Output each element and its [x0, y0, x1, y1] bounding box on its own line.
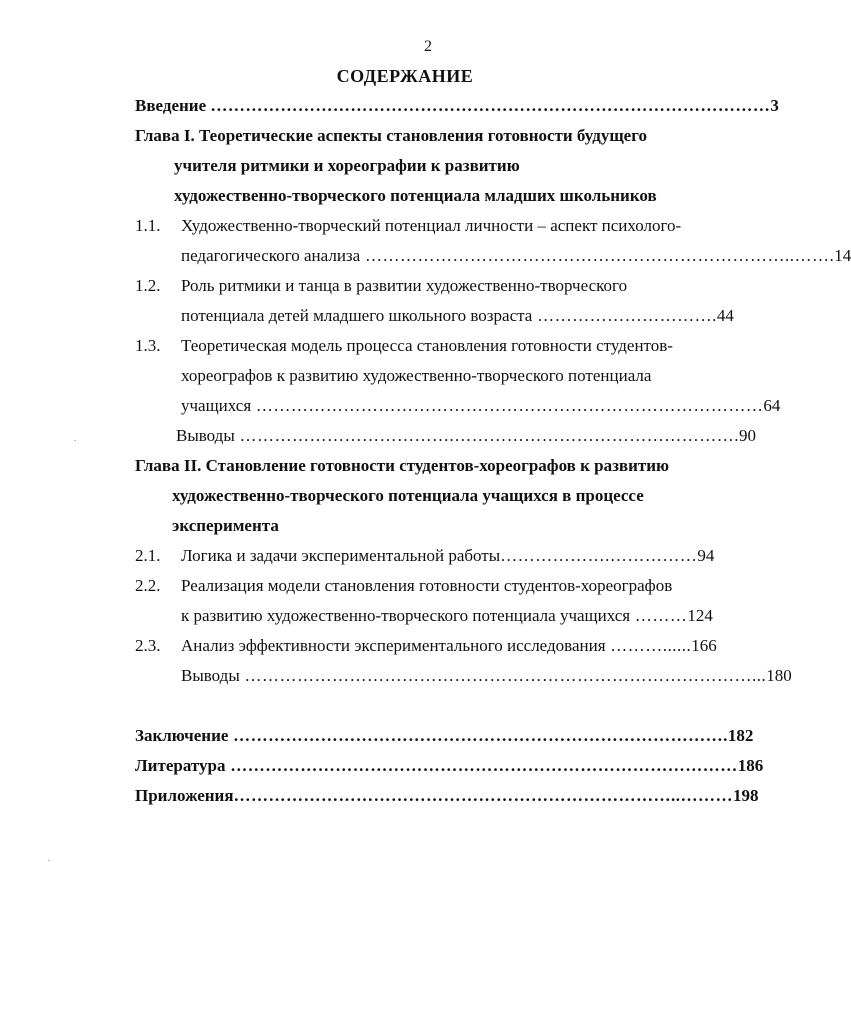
chapter-1-title-line-2: учителя ритмики и хореографии к развитию — [174, 156, 520, 175]
toc-entry-appendix — [135, 786, 759, 806]
toc-page: 182 — [727, 726, 754, 745]
toc-label: Анализ эффективности экспериментального исследования — [181, 636, 606, 655]
toc-page: 3 — [770, 96, 779, 115]
toc-label: Литература — [135, 756, 226, 775]
chapter-2-title-line-1: Глава II. Становление готовности студентов-хореографов к развитию — [135, 456, 670, 475]
toc-entry-1-3 — [181, 396, 780, 416]
toc-entry-2-2 — [181, 606, 713, 626]
toc-entry-2-1 — [181, 546, 714, 566]
section-1-3-title-line-1: Теоретическая модель процесса становления готовности студентов- — [181, 336, 673, 355]
toc-page: 14 — [834, 246, 851, 265]
section-2-1-number: 2.1. — [135, 546, 161, 565]
chapter-1-title-line-3: художественно-творческого потенциала младших школьников — [174, 186, 657, 205]
toc-leader: ……………………………….…………………………………………. — [234, 426, 740, 445]
toc-leader: ……… — [630, 606, 688, 625]
chapter-2-title-line-2: художественно-творческого потенциала учащихся в процессе — [172, 486, 644, 505]
toc-label: потенциала детей младшего школьного возраста — [181, 306, 533, 325]
page-title: СОДЕРЖАНИЕ — [336, 66, 474, 86]
toc-leader: …………………………………………………………………………………… — [210, 96, 771, 115]
toc-leader: ……………………………………………………………………………... — [239, 666, 767, 685]
section-1-3-number: 1.3. — [135, 336, 161, 355]
toc-entry-literature — [135, 756, 763, 776]
toc-label: Введение — [135, 96, 207, 115]
toc-label: Логика и задачи экспериментальной работы — [181, 546, 501, 565]
toc-label: Выводы — [176, 426, 235, 445]
section-1-2-title-line-1: Роль ритмики и танца в развитии художественно-творческого — [181, 276, 628, 295]
toc-page: 44 — [716, 306, 734, 325]
toc-entry-2-3 — [181, 636, 717, 656]
toc-leader: …………………………. — [532, 306, 717, 325]
toc-entry-1-2 — [181, 306, 734, 326]
toc-page: 64 — [763, 396, 781, 415]
section-1-1-title-line-1: Художественно-творческий потенциал личности – аспект психолого- — [181, 216, 682, 235]
section-1-1-number: 1.1. — [135, 216, 161, 235]
toc-page: 90 — [739, 426, 757, 445]
toc-label: учащихся — [181, 396, 252, 415]
toc-entry-conclusions-2 — [181, 666, 792, 686]
toc-label: Приложения — [135, 786, 234, 805]
toc-entry-conclusion — [135, 726, 753, 746]
toc-leader: …………………………………………………………………………… — [251, 396, 764, 415]
toc-label: к развитию художественно-творческого потенциала учащихся — [181, 606, 631, 625]
toc-leader: …………………………………………………………………………… — [225, 756, 738, 775]
section-2-2-number: 2.2. — [135, 576, 161, 595]
toc-leader: ………………………………………………………………..……. — [360, 246, 835, 265]
page-number: 2 — [424, 38, 432, 55]
toc-page: 180 — [766, 666, 792, 685]
chapter-1-title-line-1: Глава I. Теоретические аспекты становления готовности будущего — [135, 126, 648, 145]
scan-mark — [48, 860, 50, 861]
toc-page: 166 — [691, 636, 717, 655]
toc-entry-conclusions-1 — [176, 426, 756, 446]
chapter-2-title-line-3: эксперимента — [172, 516, 279, 535]
toc-entry-intro — [135, 96, 779, 116]
section-1-3-title-line-2: хореографов к развитию художественно-творческого потенциала — [181, 366, 652, 385]
toc-leader: ……………….…………… — [500, 546, 698, 565]
toc-label: педагогического анализа — [181, 246, 361, 265]
toc-label: Выводы — [181, 666, 240, 685]
toc-leader: …………………………………………………………………..……… — [233, 786, 734, 805]
toc-page: 198 — [733, 786, 759, 805]
toc-page: 124 — [687, 606, 713, 625]
toc-label: Заключение — [135, 726, 229, 745]
toc-leader: ………...... — [605, 636, 692, 655]
section-1-2-number: 1.2. — [135, 276, 161, 295]
toc-leader: …………………………………………………………………………. — [228, 726, 728, 745]
section-2-2-title-line-1: Реализация модели становления готовности студентов-хореографов — [181, 576, 673, 595]
toc-page: 186 — [737, 756, 764, 775]
toc-page: 94 — [697, 546, 715, 565]
scan-mark — [74, 440, 76, 441]
toc-entry-1-1 — [181, 246, 851, 266]
section-2-3-number: 2.3. — [135, 636, 161, 655]
